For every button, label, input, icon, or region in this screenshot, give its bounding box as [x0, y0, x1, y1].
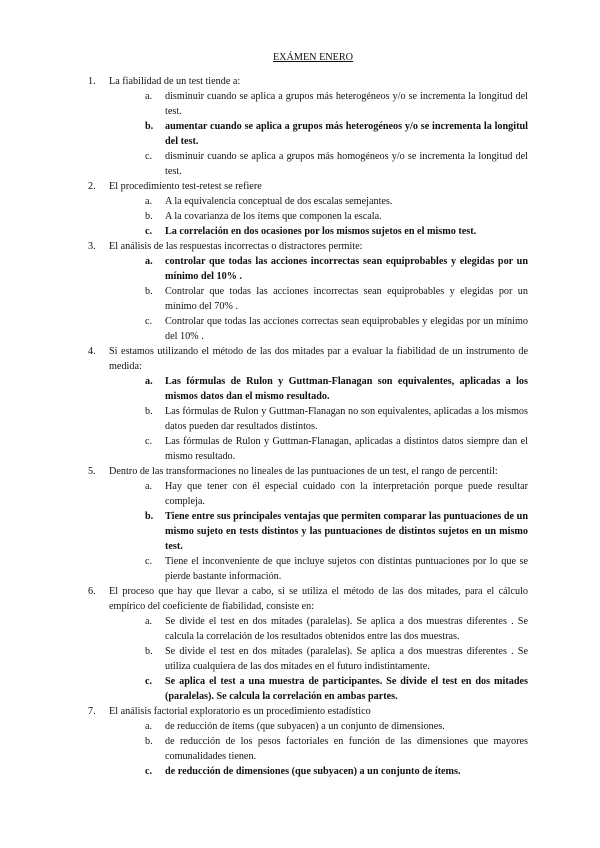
- answer-option: [145, 89, 528, 119]
- answer-text: Controlar que todas las acciones correctas sean equiprobables y elegidas por un mínimo del 10% .: [165, 316, 528, 342]
- answer-option-correct: [145, 764, 528, 779]
- answer-text: A la equivalencia conceptual de dos escalas semejantes.: [165, 196, 393, 207]
- answer-letter: b.: [145, 646, 153, 657]
- answer-text: de reducción de ítems (que subyacen) a un conjunto de dimensiones.: [165, 721, 445, 732]
- answer-letter: c.: [145, 316, 153, 327]
- answer-text: Tiene entre sus principales ventajas que permiten comparar las puntuaciones de un mismo sujeto en tests distintos y las puntuaciones de distintos sujetos en un mismo test.: [165, 511, 528, 552]
- answer-letter: c.: [145, 766, 153, 777]
- answer-letter: c.: [145, 676, 153, 687]
- answer-text: Las fórmulas de Rulon y Guttman-Flanagan no son equivalentes, aplicadas a los mismos datos pueden dar resultados distintos.: [165, 406, 528, 432]
- answer-letter: a.: [145, 481, 153, 492]
- question-text: El análisis de las respuestas incorrectas o distractores permite:: [109, 241, 363, 252]
- answer-option-correct: [145, 224, 528, 239]
- question-5: [88, 464, 528, 584]
- page-title: EXÁMEN ENERO: [272, 52, 354, 63]
- answer-text: Las fórmulas de Rulon y Guttman-Flanagan, aplicadas a distintos datos siempre dan el mismo resultado.: [165, 436, 528, 462]
- answer-option-correct: [145, 374, 528, 404]
- answer-option-correct: [145, 254, 528, 284]
- question-2: [88, 179, 528, 239]
- question-number: 3.: [88, 241, 96, 252]
- answer-text: de reducción de dimensiones (que subyacen) a un conjunto de ítems.: [165, 766, 461, 777]
- answer-text: disminuir cuando se aplica a grupos más homogéneos y/o se incrementa la longitud del test.: [165, 151, 528, 177]
- answer-text: Se divide el test en dos mitades (paralelas). Se aplica a dos muestras diferentes . Se calcula la correlación de los resultados obtenidos entre las dos muestras.: [165, 616, 528, 642]
- answer-text: La correlación en dos ocasiones por los mismos sujetos en el mismo test.: [165, 226, 477, 237]
- answer-text: Se divide el test en dos mitades (paralelas). Se aplica a dos muestras diferentes . Se utiliza cualquiera de las dos mitades en el futuro indistintamente.: [165, 646, 528, 672]
- answer-letter: c.: [145, 436, 153, 447]
- answer-letter: a.: [145, 256, 153, 267]
- answer-option: [145, 479, 528, 509]
- answer-letter: a.: [145, 196, 153, 207]
- question-3: [88, 239, 528, 344]
- answer-text: Se aplica el test a una muestra de participantes. Se divide el test en dos mitades (paralelas). Se calcula la correlación en ambas partes.: [165, 676, 528, 702]
- question-6: [88, 584, 528, 704]
- answer-text: Las fórmulas de Rulon y Guttman-Flanagan son equivalentes, aplicadas a los mismos datos dan el mismo resultado.: [165, 376, 528, 402]
- answer-text: Controlar que todas las acciones incorrectas sean equiprobables y elegidas por un mínimo del 70% .: [165, 286, 528, 312]
- answer-letter: b.: [145, 286, 153, 297]
- answer-option: [145, 614, 528, 644]
- answer-option: [145, 284, 528, 314]
- answer-letter: a.: [145, 616, 153, 627]
- answer-option: [145, 554, 528, 584]
- answer-option: [145, 734, 528, 764]
- question-7: [88, 704, 528, 779]
- question-1: [88, 74, 528, 179]
- answer-text: aumentar cuando se aplica a grupos más heterogéneos y/o se incrementa la longitul del test.: [165, 121, 528, 147]
- question-text: La fiabilidad de un test tiende a:: [109, 76, 241, 87]
- answer-option: [145, 194, 528, 209]
- answer-letter: b.: [145, 736, 153, 747]
- question-number: 7.: [88, 706, 96, 717]
- question-text: El proceso que hay que llevar a cabo, si se utiliza el método de las dos mitades, para el cálculo empírico del coeficiente de fiabilidad, consiste en:: [109, 586, 528, 612]
- question-number: 2.: [88, 181, 96, 192]
- answer-list: [109, 479, 528, 584]
- question-number: 4.: [88, 346, 96, 357]
- question-number: 5.: [88, 466, 96, 477]
- answer-option: [145, 644, 528, 674]
- answer-letter: c.: [145, 226, 153, 237]
- answer-option: [145, 314, 528, 344]
- answer-text: Hay que tener con él especial cuidado con la interpretación porque puede resultar compleja.: [165, 481, 528, 507]
- question-number: 6.: [88, 586, 96, 597]
- answer-option-correct: [145, 674, 528, 704]
- answer-text: disminuir cuando se aplica a grupos más heterogéneos y/o se incrementa la longitud del test.: [165, 91, 528, 117]
- answer-text: controlar que todas las acciones incorrectas sean equiprobables y elegidas por un mínimo del 10% .: [165, 256, 528, 282]
- answer-letter: a.: [145, 91, 153, 102]
- answer-option-correct: [145, 509, 528, 554]
- answer-letter: c.: [145, 151, 153, 162]
- question-text: El procedimiento test-retest se refiere: [109, 181, 262, 192]
- answer-text: A la covarianza de los ítems que componen la escala.: [165, 211, 382, 222]
- answer-text: Tiene el inconveniente de que incluye sujetos con distintas puntuaciones por lo que se pierde bastante información.: [165, 556, 528, 582]
- answer-list: [109, 89, 528, 179]
- answer-option: [145, 209, 528, 224]
- answer-option: [145, 149, 528, 179]
- question-text: Dentro de las transformaciones no lineales de las puntuaciones de un test, el rango de percentil:: [109, 466, 498, 477]
- answer-list: [109, 614, 528, 704]
- answer-list: [109, 374, 528, 464]
- question-number: 1.: [88, 76, 96, 87]
- answer-option-correct: [145, 119, 528, 149]
- answer-letter: c.: [145, 556, 153, 567]
- answer-letter: b.: [145, 121, 154, 132]
- answer-letter: b.: [145, 511, 154, 522]
- answer-option: [145, 719, 528, 734]
- answer-letter: b.: [145, 406, 153, 417]
- answer-letter: a.: [145, 376, 153, 387]
- answer-letter: a.: [145, 721, 153, 732]
- question-list: [88, 74, 528, 779]
- answer-list: [109, 719, 528, 779]
- question-4: [88, 344, 528, 464]
- question-text: Si estamos utilizando el método de las dos mitades par a evaluar la fiabilidad de un instrumento de medida:: [109, 346, 528, 372]
- answer-option: [145, 404, 528, 434]
- answer-list: [109, 254, 528, 344]
- answer-option: [145, 434, 528, 464]
- answer-list: [109, 194, 528, 239]
- answer-text: de reducción de los pesos factoriales en función de las dimensiones que mayores comunalidades tienen.: [165, 736, 528, 762]
- answer-letter: b.: [145, 211, 153, 222]
- question-text: El análisis factorial exploratorio es un procedimiento estadístico: [109, 706, 371, 717]
